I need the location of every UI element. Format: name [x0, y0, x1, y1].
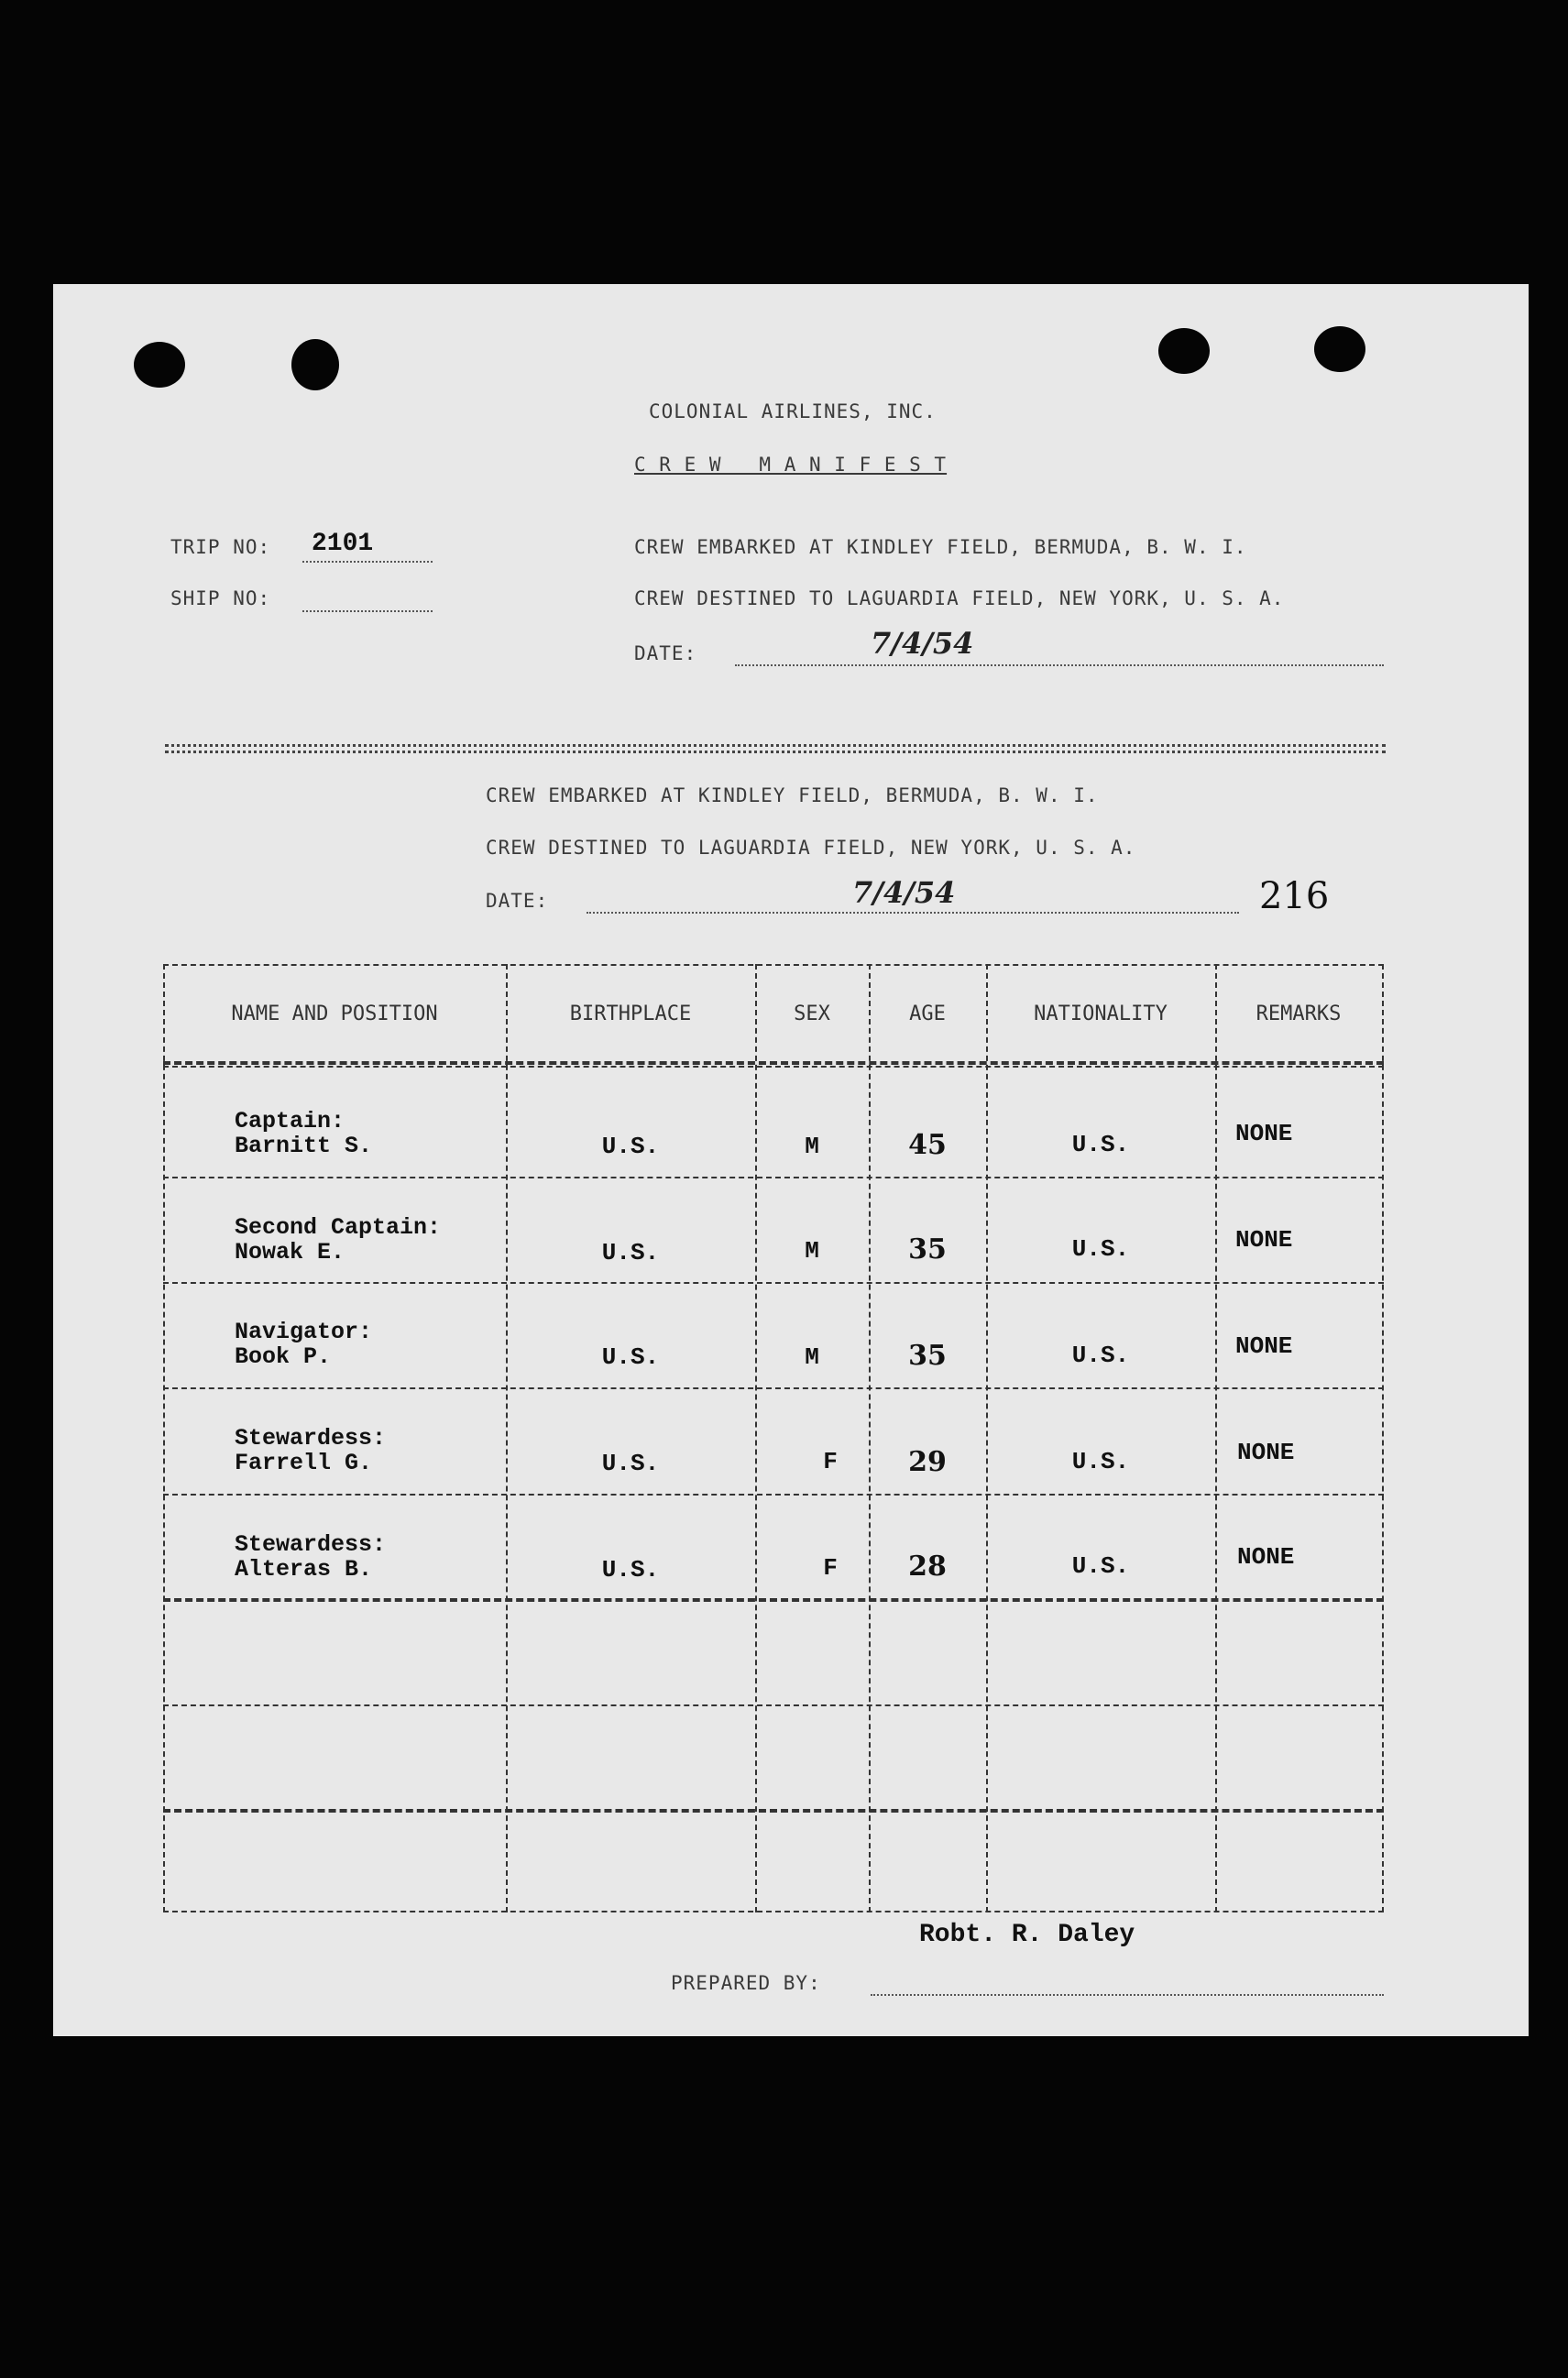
form-title: C R E W M A N I F E S T [634, 454, 948, 476]
table-rule [163, 1061, 1384, 1065]
table-rule [163, 964, 1384, 966]
crew-remarks: NONE [1235, 1332, 1293, 1360]
crew-birthplace: U.S. [601, 1133, 660, 1160]
trip-label: TRIP NO: [170, 536, 271, 558]
crew-nationality: U.S. [1071, 1235, 1130, 1263]
table-rule [869, 964, 871, 1912]
separator-rule [165, 744, 1386, 753]
signature: Robt. R. Daley [919, 1921, 1135, 1949]
col-header-nationality: NATIONALITY [1034, 1003, 1168, 1025]
date-line-2 [587, 912, 1239, 914]
table-rule [163, 1809, 1384, 1813]
date-line [735, 664, 1384, 666]
crew-name: Farrell G. [235, 1450, 373, 1476]
crew-age: 35 [908, 1340, 947, 1372]
punch-hole [134, 342, 185, 388]
punch-hole [1314, 326, 1365, 372]
col-header-birthplace: BIRTHPLACE [569, 1003, 692, 1025]
date-value: 7/4/54 [871, 626, 974, 661]
crew-remarks: NONE [1235, 1226, 1293, 1254]
prepared-by-label: PREPARED BY: [671, 1972, 821, 1994]
table-rule [755, 964, 757, 1912]
crew-nationality: U.S. [1071, 1342, 1130, 1369]
punch-hole [1158, 328, 1210, 374]
crew-nationality: U.S. [1071, 1448, 1130, 1475]
page-number: 216 [1259, 875, 1330, 917]
table-rule [986, 964, 988, 1912]
crew-remarks: NONE [1237, 1543, 1295, 1571]
crew-name: Alteras B. [235, 1556, 373, 1583]
crew-age: 35 [908, 1233, 947, 1266]
date-label: DATE: [634, 642, 697, 664]
company-name: COLONIAL AIRLINES, INC. [649, 400, 937, 422]
crew-birthplace: U.S. [601, 1450, 660, 1477]
table-rule [163, 1704, 1384, 1706]
table-rule [506, 964, 508, 1912]
embarked-line: CREW EMBARKED AT KINDLEY FIELD, BERMUDA, B. W. I. [634, 536, 1247, 558]
col-header-name: NAME AND POSITION [231, 1003, 438, 1025]
table-rule [163, 1066, 1384, 1068]
crew-position: Stewardess: [235, 1531, 387, 1558]
ship-line [302, 610, 433, 612]
crew-remarks: NONE [1235, 1120, 1293, 1147]
crew-position: Navigator: [235, 1319, 373, 1345]
date-label-2: DATE: [486, 890, 549, 912]
crew-name: Book P. [235, 1343, 332, 1370]
crew-birthplace: U.S. [601, 1239, 660, 1266]
trip-line [302, 561, 433, 563]
crew-birthplace: U.S. [601, 1343, 660, 1371]
crew-name: Barnitt S. [235, 1133, 373, 1159]
crew-age: 45 [908, 1129, 947, 1161]
crew-sex: M [805, 1133, 819, 1160]
table-rule [163, 1911, 1384, 1912]
crew-position: Captain: [235, 1108, 345, 1134]
crew-sex: F [823, 1448, 838, 1475]
table-rule [163, 1387, 1384, 1389]
crew-birthplace: U.S. [601, 1556, 660, 1584]
crew-name: Nowak E. [235, 1239, 345, 1266]
table-rule [163, 1282, 1384, 1284]
crew-sex: M [805, 1237, 819, 1265]
crew-sex: M [805, 1343, 819, 1371]
table-rule [163, 1598, 1384, 1602]
col-header-sex: SEX [794, 1003, 830, 1025]
table-rule [163, 1177, 1384, 1178]
destined-line-2: CREW DESTINED TO LAGUARDIA FIELD, NEW YORK, U. S. A. [486, 837, 1136, 859]
col-header-age: AGE [909, 1003, 946, 1025]
crew-age: 28 [908, 1551, 947, 1583]
punch-hole [291, 339, 339, 390]
ship-label: SHIP NO: [170, 587, 271, 609]
trip-number: 2101 [312, 530, 374, 558]
table-rule [163, 964, 165, 1912]
crew-sex: F [823, 1554, 838, 1582]
date-value-2: 7/4/54 [852, 875, 956, 910]
crew-position: Second Captain: [235, 1214, 442, 1241]
crew-age: 29 [908, 1446, 947, 1478]
crew-position: Stewardess: [235, 1425, 387, 1452]
crew-table [163, 964, 1384, 1912]
crew-remarks: NONE [1237, 1439, 1295, 1466]
crew-nationality: U.S. [1071, 1131, 1130, 1158]
prepared-by-line [871, 1994, 1384, 1996]
embarked-line-2: CREW EMBARKED AT KINDLEY FIELD, BERMUDA, B. W. I. [486, 784, 1099, 806]
col-header-remarks: REMARKS [1255, 1003, 1342, 1025]
table-rule [163, 1494, 1384, 1496]
destined-line: CREW DESTINED TO LAGUARDIA FIELD, NEW YORK, U. S. A. [634, 587, 1285, 609]
crew-nationality: U.S. [1071, 1552, 1130, 1580]
